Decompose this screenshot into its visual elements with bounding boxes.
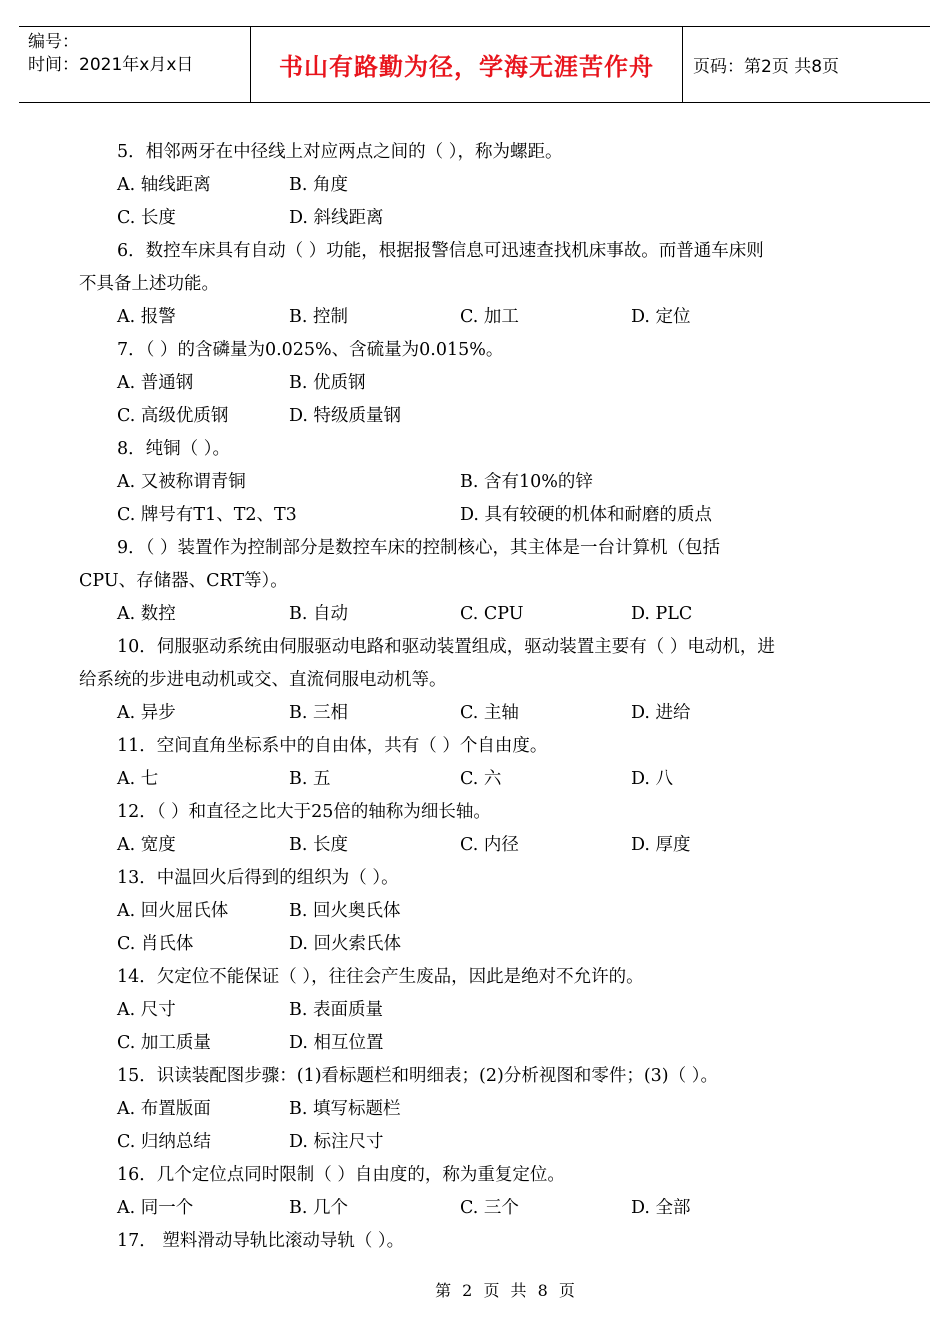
option-row bbox=[79, 1192, 874, 1225]
question-item bbox=[79, 1060, 874, 1159]
question-item bbox=[79, 433, 874, 532]
option-row bbox=[79, 1093, 874, 1126]
answer-option: C. 主轴 bbox=[460, 703, 519, 723]
header-page-info: 页码：第2页 共8页 bbox=[693, 57, 840, 77]
answer-option: D. 进给 bbox=[631, 703, 691, 723]
option-row bbox=[79, 1126, 874, 1159]
question-item bbox=[79, 961, 874, 1060]
answer-option: B. 几个 bbox=[289, 1198, 348, 1218]
option-row bbox=[79, 598, 874, 631]
question-item bbox=[79, 1225, 874, 1258]
document-number-label: 编号： bbox=[28, 32, 79, 52]
question-stem: 16．几个定位点同时限制（ ）自由度的，称为重复定位。 bbox=[117, 1165, 565, 1185]
answer-option: B. 填写标题栏 bbox=[289, 1099, 401, 1119]
answer-option: C. 归纳总结 bbox=[117, 1132, 211, 1152]
question-stem: 6．数控车床具有自动（ ）功能，根据报警信息可迅速查找机床事故。而普通车床则 bbox=[117, 241, 764, 261]
option-row bbox=[79, 895, 874, 928]
answer-option: D. 斜线距离 bbox=[289, 208, 384, 228]
question-stem-continued: 给系统的步进电动机或交、直流伺服电动机等。 bbox=[79, 670, 447, 690]
question-stem: 7．（ ）的含磷量为0.025%、含硫量为0.015%。 bbox=[117, 340, 504, 360]
question-stem-continued: 不具备上述功能。 bbox=[79, 274, 219, 294]
answer-option: C. 加工质量 bbox=[117, 1033, 211, 1053]
answer-option: A. 异步 bbox=[117, 703, 176, 723]
answer-option: D. 全部 bbox=[631, 1198, 691, 1218]
question-stem: 8．纯铜（ ）。 bbox=[117, 439, 230, 459]
answer-option: A. 同一个 bbox=[117, 1198, 194, 1218]
answer-option: A. 又被称谓青铜 bbox=[117, 472, 246, 492]
answer-option: D. PLC bbox=[631, 604, 693, 624]
answer-option: D. 特级质量钢 bbox=[289, 406, 402, 426]
answer-option: C. CPU bbox=[460, 604, 524, 624]
question-stem: 15．识读装配图步骤：(1)看标题栏和明细表；(2)分析视图和零件；(3)（ ）。 bbox=[117, 1066, 718, 1086]
answer-option: C. 牌号有T1、T2、T3 bbox=[117, 505, 297, 525]
option-row bbox=[79, 301, 874, 334]
answer-option: A. 布置版面 bbox=[117, 1099, 211, 1119]
question-stem: 11．空间直角坐标系中的自由体，共有（ ）个自由度。 bbox=[117, 736, 548, 756]
question-stem-continued: CPU、存储器、CRT等）。 bbox=[79, 571, 288, 591]
option-row bbox=[79, 697, 874, 730]
question-item bbox=[79, 730, 874, 796]
question-stem: 10．伺服驱动系统由伺服驱动电路和驱动装置组成，驱动装置主要有（ ）电动机，进 bbox=[117, 637, 775, 657]
header-motto: 书山有路勤为径，学海无涯苦作舟 bbox=[251, 27, 683, 102]
answer-option: B. 角度 bbox=[289, 175, 348, 195]
answer-option: D. 相互位置 bbox=[289, 1033, 384, 1053]
page-footer: 第 2 页 共 8 页 bbox=[435, 1281, 575, 1300]
page-header bbox=[19, 26, 930, 103]
option-row bbox=[79, 169, 874, 202]
question-item bbox=[79, 136, 874, 235]
question-item bbox=[79, 235, 874, 334]
option-row bbox=[79, 400, 874, 433]
question-item bbox=[79, 631, 874, 730]
answer-option: A. 七 bbox=[117, 769, 159, 789]
answer-option: B. 长度 bbox=[289, 835, 348, 855]
question-item bbox=[79, 862, 874, 961]
question-stem: 13．中温回火后得到的组织为（ ）。 bbox=[117, 868, 399, 888]
question-item bbox=[79, 796, 874, 862]
document-time: 时间：2021年x月x日 bbox=[28, 55, 194, 75]
answer-option: A. 普通钢 bbox=[117, 373, 194, 393]
option-row bbox=[79, 367, 874, 400]
question-stem: 9．（ ）装置作为控制部分是数控车床的控制核心，其主体是一台计算机（包括 bbox=[117, 538, 720, 558]
answer-option: D. 厚度 bbox=[631, 835, 691, 855]
answer-option: A. 数控 bbox=[117, 604, 176, 624]
question-item bbox=[79, 334, 874, 433]
option-row bbox=[79, 763, 874, 796]
answer-option: C. 高级优质钢 bbox=[117, 406, 229, 426]
answer-option: B. 含有10%的锌 bbox=[460, 472, 593, 492]
answer-option: B. 回火奥氏体 bbox=[289, 901, 401, 921]
answer-option: D. 回火索氏体 bbox=[289, 934, 402, 954]
answer-option: B. 表面质量 bbox=[289, 1000, 383, 1020]
option-row bbox=[79, 994, 874, 1027]
answer-option: A. 尺寸 bbox=[117, 1000, 176, 1020]
answer-option: D. 标注尺寸 bbox=[289, 1132, 384, 1152]
answer-option: B. 控制 bbox=[289, 307, 348, 327]
answer-option: A. 报警 bbox=[117, 307, 176, 327]
answer-option: A. 回火屈氏体 bbox=[117, 901, 229, 921]
answer-option: B. 自动 bbox=[289, 604, 348, 624]
answer-option: C. 肖氏体 bbox=[117, 934, 194, 954]
answer-option: C. 加工 bbox=[460, 307, 519, 327]
answer-option: B. 五 bbox=[289, 769, 331, 789]
question-list bbox=[79, 136, 874, 1258]
option-row bbox=[79, 499, 874, 532]
answer-option: B. 三相 bbox=[289, 703, 348, 723]
question-stem: 5．相邻两牙在中径线上对应两点之间的（ ），称为螺距。 bbox=[117, 142, 563, 162]
header-meta bbox=[19, 27, 251, 102]
answer-option: C. 内径 bbox=[460, 835, 519, 855]
answer-option: C. 六 bbox=[460, 769, 502, 789]
option-row bbox=[79, 1027, 874, 1060]
answer-option: A. 宽度 bbox=[117, 835, 176, 855]
answer-option: C. 长度 bbox=[117, 208, 176, 228]
question-item bbox=[79, 532, 874, 631]
option-row bbox=[79, 202, 874, 235]
question-stem: 14．欠定位不能保证（ ），往往会产生废品，因此是绝对不允许的。 bbox=[117, 967, 644, 987]
answer-option: D. 定位 bbox=[631, 307, 691, 327]
answer-option: C. 三个 bbox=[460, 1198, 519, 1218]
option-row bbox=[79, 829, 874, 862]
answer-option: D. 具有较硬的机体和耐磨的质点 bbox=[460, 505, 713, 525]
question-item bbox=[79, 1159, 874, 1225]
answer-option: D. 八 bbox=[631, 769, 674, 789]
question-stem: 12．（ ）和直径之比大于25倍的轴称为细长轴。 bbox=[117, 802, 491, 822]
answer-option: B. 优质钢 bbox=[289, 373, 366, 393]
question-stem: 17． 塑料滑动导轨比滚动导轨（ ）。 bbox=[117, 1231, 405, 1251]
option-row bbox=[79, 466, 874, 499]
answer-option: A. 轴线距离 bbox=[117, 175, 211, 195]
option-row bbox=[79, 928, 874, 961]
